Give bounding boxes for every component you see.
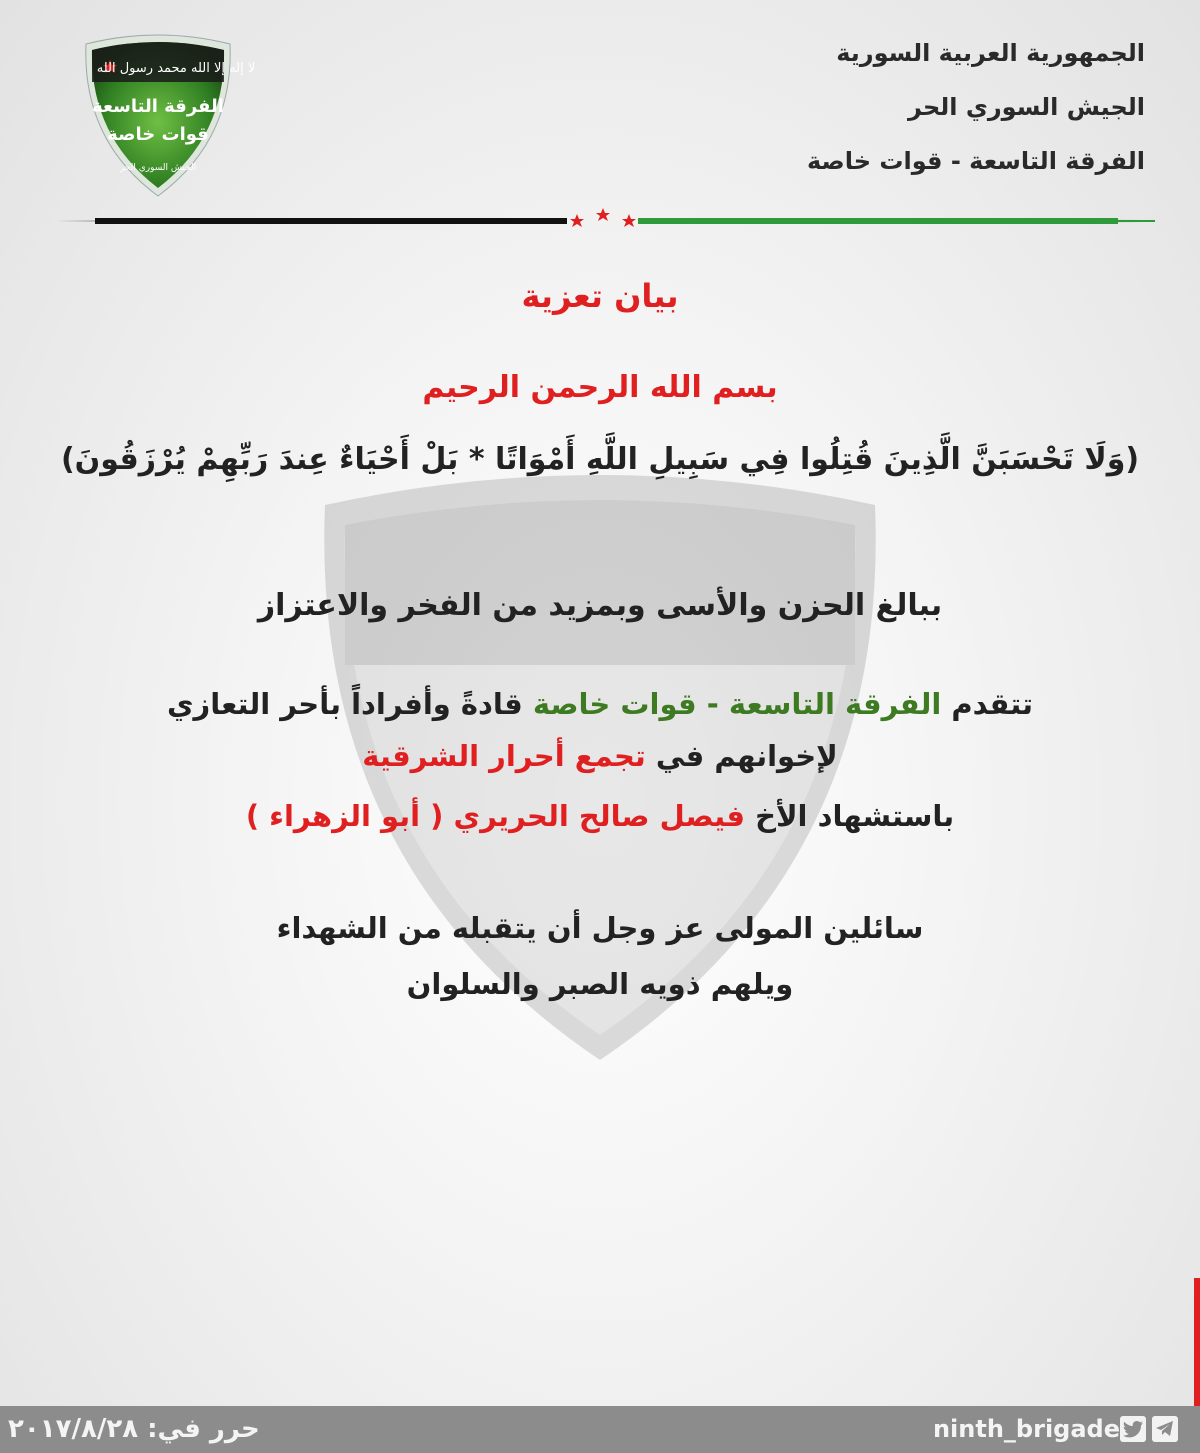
condolence-text: لإخوانهم في — [645, 739, 838, 773]
group-name: تجمع أحرار الشرقية — [362, 739, 646, 773]
telegram-icon[interactable] — [1152, 1416, 1178, 1442]
svg-text:الفرقة التاسعة: الفرقة التاسعة — [92, 96, 224, 117]
star-icon — [570, 214, 584, 227]
division-logo — [78, 30, 256, 200]
svg-text:قوات خاصة: قوات خاصة — [107, 124, 209, 145]
svg-text:لا إله إلا الله محمد رسول الله: لا إله إلا الله محمد رسول الله — [96, 61, 256, 76]
statement-title: بيان تعزية — [521, 277, 679, 315]
issue-date: حرر في: ٢٠١٧/٨/٢٨ — [8, 1414, 260, 1444]
prayer-line-1: سائلين المولى عز وجل أن يتقبله من الشهداء — [276, 911, 924, 945]
red-accent-bar — [1194, 1278, 1200, 1406]
star-icon — [622, 214, 636, 227]
header-division: الفرقة التاسعة - قوات خاصة — [806, 147, 1145, 175]
flag-divider — [55, 206, 1155, 236]
header-block — [545, 28, 1145, 190]
condolence-line-2 — [0, 730, 1200, 782]
division-name: الفرقة التاسعة - قوات خاصة — [532, 687, 942, 721]
footer-bar — [0, 1406, 1200, 1453]
social-links — [927, 1414, 1184, 1444]
condolence-text: قادةً وأفراداً بأحر التعازي — [166, 687, 533, 721]
basmala: بسم الله الرحمن الرحيم — [422, 370, 778, 405]
twitter-icon[interactable] — [1120, 1416, 1146, 1442]
martyr-name: فيصل صالح الحريري ( أبو الزهراء ) — [245, 799, 745, 833]
svg-text:الجيش السوري الحر: الجيش السوري الحر — [119, 163, 197, 173]
header-army: الجيش السوري الحر — [908, 93, 1145, 121]
condolence-text: باستشهاد الأخ — [744, 799, 955, 833]
condolence-text: تتقدم — [941, 687, 1034, 721]
social-handle[interactable]: ninth_brigade — [932, 1415, 1120, 1443]
star-icon — [596, 208, 610, 221]
quran-verse: (وَلَا تَحْسَبَنَّ الَّذِينَ قُتِلُوا فِي سَبِيلِ اللَّهِ أَمْوَاتًا * بَلْ أَحْيَاءٌ عِندَ رَبِّهِمْ يُرْزَقُونَ) — [60, 442, 1140, 477]
grief-line: ببالغ الحزن والأسى وبمزيد من الفخر والاعتزاز — [257, 588, 943, 623]
prayer-line-2: ويلهم ذويه الصبر والسلوان — [406, 967, 794, 1001]
header-country: الجمهورية العربية السورية — [836, 39, 1145, 67]
condolence-line-3 — [0, 790, 1200, 842]
condolence-line-1 — [0, 678, 1200, 730]
